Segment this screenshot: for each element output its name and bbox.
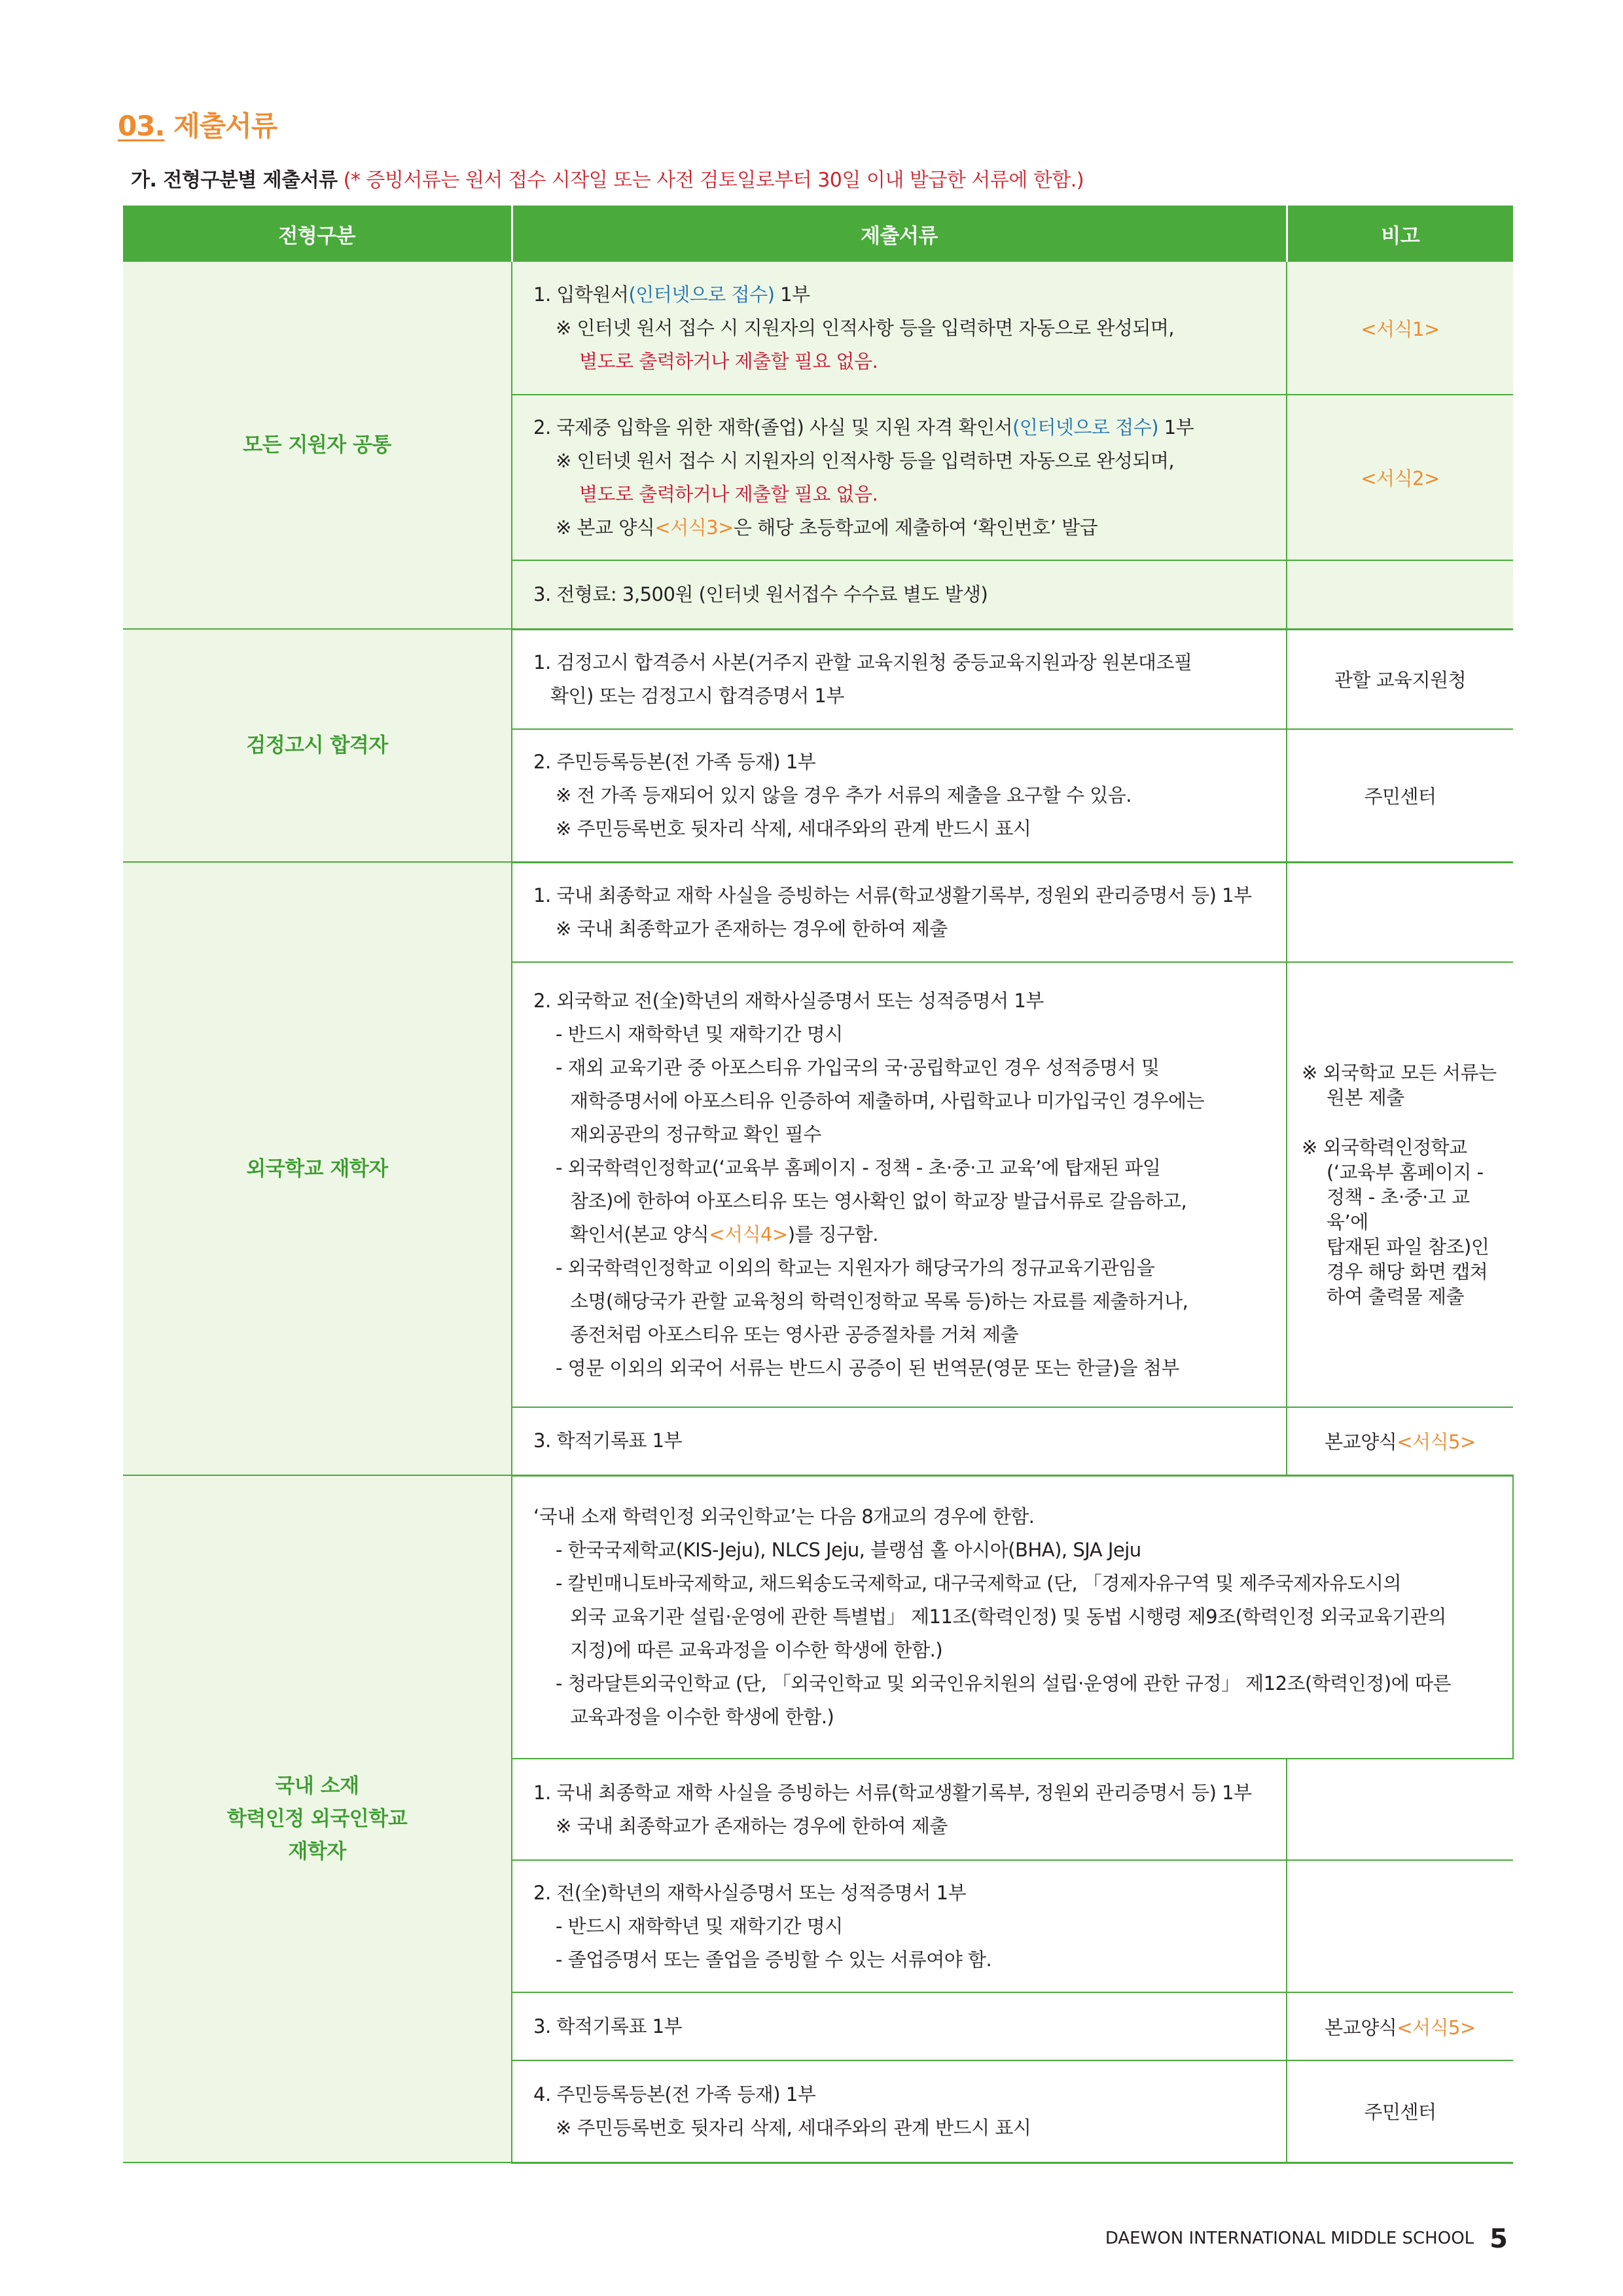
document-cell: [512, 560, 1287, 629]
doc-text: 2. 주민등록등본(전 가족 등재) 1부: [533, 750, 816, 773]
doc-item: - 칼빈매니토바국제학교, 채드윅송도국제학교, 대구국제학교 (단, 「경제자유구역 및 제주국제자유도시의: [556, 1572, 1402, 1595]
form-5-note: [1287, 1407, 1513, 1475]
document-cell: [512, 262, 1287, 395]
page-footer: [1105, 2224, 1508, 2254]
doc-text: 4. 주민등록등본(전 가족 등재) 1부: [533, 2083, 816, 2106]
section-title: [118, 105, 277, 144]
form-2-note: <서식2>: [1287, 395, 1513, 560]
eligible-schools-cell: [512, 1475, 1513, 1759]
subsection-heading: [131, 164, 1084, 192]
empty-note: [1287, 1860, 1513, 1992]
note-line: 경우 해당 화면 캡쳐: [1327, 1261, 1488, 1283]
form-ref: <서식3>: [654, 516, 734, 539]
note-text: 본교양식: [1325, 1431, 1397, 1454]
doc-text: 1부: [774, 283, 810, 306]
header-category: 전형구분: [123, 206, 512, 262]
category-line: 재학자: [288, 1840, 346, 1863]
document-cell: [512, 862, 1287, 962]
table-row: [123, 862, 1513, 962]
document-cell: [512, 395, 1287, 560]
doc-item: - 외국학력인정학교 이외의 학교는 지원자가 해당국가의 정규교육기관임을: [556, 1257, 1155, 1279]
doc-item: - 졸업증명서 또는 졸업을 증빙할 수 있는 서류여야 함.: [556, 1948, 992, 1971]
doc-item: 교육과정을 이수한 학생에 한함.): [570, 1706, 834, 1729]
table-row: [123, 629, 1513, 729]
documents-table: [123, 206, 1514, 2164]
doc-text: 1. 국내 최종학교 재학 사실을 증빙하는 서류(학교생활기록부, 정원외 관리증명서 등) 1부: [533, 1781, 1252, 1804]
doc-item: - 한국국제학교(KIS-Jeju), NLCS Jeju, 블랭섬 홀 아시아(BHA), SJA Jeju: [556, 1539, 1141, 1562]
form-ref: <서식5>: [1397, 1431, 1476, 1454]
doc-text: 2. 국제중 입학을 위한 재학(졸업) 사실 및 지원 자격 확인서: [533, 416, 1013, 439]
subsection-label: 가. 전형구분별 제출서류: [131, 169, 338, 192]
document-cell: [512, 962, 1287, 1407]
table-row: [123, 262, 1513, 395]
doc-text: 1. 국내 최종학교 재학 사실을 증빙하는 서류(학교생활기록부, 정원외 관리증명서 등) 1부: [533, 884, 1252, 906]
doc-note: ※ 전 가족 등재되어 있지 않을 경우 추가 서류의 제출을 요구할 수 있음.: [556, 783, 1132, 806]
section-heading: 제출서류: [173, 110, 277, 142]
doc-text: 확인) 또는 검정고시 합격증명서 1부: [550, 684, 844, 707]
header-remarks: 비고: [1287, 206, 1513, 262]
issuer-note: 주민센터: [1287, 729, 1513, 862]
category-all-applicants: 모든 지원자 공통: [123, 262, 512, 629]
doc-note: ※ 인터넷 원서 접수 시 지원자의 인적사항 등을 입력하면 자동으로 완성되며,: [556, 316, 1175, 339]
online-note: (인터넷으로 접수): [628, 283, 775, 306]
note-line: ※ 외국학교 모든 서류는: [1302, 1062, 1497, 1084]
empty-note: [1287, 1759, 1513, 1860]
doc-item: 확인서(본교 양식: [570, 1223, 709, 1246]
doc-item: 외국 교육기관 설립·운영에 관한 특별법」 제11조(학력인정) 및 동법 시행령 제9조(학력인정 외국교육기관의: [570, 1605, 1446, 1628]
table-header-row: [123, 206, 1513, 262]
doc-item: - 반드시 재학학년 및 재학기간 명시: [556, 1023, 843, 1045]
doc-text: 1부: [1158, 416, 1194, 439]
doc-item: 참조)에 한하여 아포스티유 또는 영사확인 없이 학교장 발급서류로 갈음하고,: [570, 1190, 1187, 1212]
online-note: (인터넷으로 접수): [1012, 416, 1159, 439]
doc-note: ※ 국내 최종학교가 존재하는 경우에 한하여 제출: [556, 917, 948, 940]
form-ref: <서식5>: [1397, 2016, 1476, 2039]
document-cell: [512, 729, 1287, 862]
doc-note: ※ 국내 최종학교가 존재하는 경우에 한하여 제출: [556, 1814, 948, 1837]
table-row: [123, 1475, 1513, 1759]
empty-note: [1287, 862, 1513, 962]
document-cell: [512, 1407, 1287, 1475]
document-cell: [512, 629, 1287, 729]
note-line: 정책 - 초·중·고 교육’에: [1327, 1186, 1470, 1233]
section-number: 03.: [118, 110, 165, 142]
school-name: DAEWON INTERNATIONAL MIDDLE SCHOOL: [1105, 2229, 1474, 2248]
issuer-note: 관할 교육지원청: [1287, 629, 1513, 729]
document-cell: [512, 1860, 1287, 1992]
document-cell: [512, 1759, 1287, 1860]
doc-item: 재학증명서에 아포스티유 인증하여 제출하며, 사립학교나 미가입국인 경우에는: [570, 1090, 1204, 1112]
doc-text: 2. 외국학교 전(全)학년의 재학사실증명서 또는 성적증명서 1부: [533, 990, 1044, 1012]
note-line: 원본 제출: [1327, 1086, 1404, 1109]
doc-note: ※ 주민등록번호 뒷자리 삭제, 세대주와의 관계 반드시 표시: [556, 2116, 1031, 2139]
doc-item: 종전처럼 아포스티유 또는 영사관 공증절차를 거쳐 제출: [570, 1323, 1019, 1346]
doc-note: ※ 인터넷 원서 접수 시 지원자의 인적사항 등을 입력하면 자동으로 완성되며,: [556, 449, 1175, 472]
form-ref: <서식4>: [709, 1223, 788, 1246]
category-ged-passers: 검정고시 합격자: [123, 629, 512, 862]
category-line: 국내 소재: [275, 1774, 359, 1798]
form-1-note: <서식1>: [1287, 262, 1513, 395]
doc-text: 1. 입학원서: [533, 283, 629, 306]
doc-item: 소명(해당국가 관할 교육청의 학력인정학교 목록 등)하는 자료를 제출하거나,: [570, 1290, 1188, 1312]
doc-item: 재외공관의 정규학교 확인 필수: [570, 1123, 821, 1145]
doc-item: 지정)에 따른 교육과정을 이수한 학생에 한함.): [570, 1639, 943, 1662]
doc-note-red: 별도로 출력하거나 제출할 필요 없음.: [579, 350, 878, 372]
doc-item: )를 징구함.: [787, 1223, 879, 1246]
note-line: 탑재된 파일 참조)인: [1327, 1236, 1489, 1258]
doc-text: 1. 검정고시 합격증서 사본(거주지 관할 교육지원청 중등교육지원과장 원본대조필: [533, 651, 1192, 673]
doc-text: 3. 학적기록표 1부: [533, 1429, 683, 1452]
doc-text: 3. 학적기록표 1부: [533, 2015, 683, 2037]
category-foreign-school: 외국학교 재학자: [123, 862, 512, 1475]
note-line: (‘교육부 홈페이지 -: [1327, 1161, 1484, 1183]
form-5-note: [1287, 1992, 1513, 2060]
document-cell: [512, 2060, 1287, 2162]
note-text: 본교양식: [1325, 2016, 1397, 2039]
doc-note-red: 별도로 출력하거나 제출할 필요 없음.: [579, 482, 878, 505]
issuer-note: 주민센터: [1287, 2060, 1513, 2162]
foreign-docs-note: [1287, 962, 1513, 1407]
doc-item: - 반드시 재학학년 및 재학기간 명시: [556, 1914, 843, 1937]
doc-note: ※ 본교 양식: [556, 516, 655, 539]
doc-note: ※ 주민등록번호 뒷자리 삭제, 세대주와의 관계 반드시 표시: [556, 817, 1031, 840]
doc-note: 은 해당 초등학교에 제출하여 ‘확인번호’ 발급: [733, 516, 1098, 539]
note-line: 하여 출력물 제출: [1327, 1285, 1465, 1308]
document-cell: [512, 1992, 1287, 2060]
category-domestic-foreign-school: [123, 1475, 512, 2162]
doc-text: 2. 전(全)학년의 재학사실증명서 또는 성적증명서 1부: [533, 1881, 967, 1904]
page-number: 5: [1489, 2224, 1508, 2254]
doc-item: - 영문 이외의 외국어 서류는 반드시 공증이 된 번역문(영문 또는 한글)을 첨부: [556, 1357, 1179, 1379]
doc-item: - 재외 교육기관 중 아포스티유 가입국의 국·공립학교인 경우 성적증명서 및: [556, 1056, 1160, 1079]
doc-text: 3. 전형료: 3,500원 (인터넷 원서접수 수수료 별도 발생): [533, 583, 988, 605]
empty-note: [1287, 560, 1513, 629]
note-line: ※ 외국학력인정학교: [1302, 1136, 1467, 1158]
category-line: 학력인정 외국인학교: [226, 1807, 408, 1831]
doc-item: - 외국학력인정학교(‘교육부 홈페이지 - 정책 - 초·중·고 교육’에 탑재된 파일: [556, 1157, 1161, 1179]
doc-text: ‘국내 소재 학력인정 외국인학교’는 다음 8개교의 경우에 한함.: [533, 1505, 1035, 1528]
header-documents: 제출서류: [512, 206, 1287, 262]
doc-item: - 청라달튼외국인학교 (단, 「외국인학교 및 외국인유치원의 설립·운영에 관한 규정」 제12조(학력인정)에 따른: [556, 1672, 1452, 1695]
subsection-note: (* 증빙서류는 원서 접수 시작일 또는 사전 검토일로부터 30일 이내 발급한 서류에 한함.): [343, 169, 1084, 192]
